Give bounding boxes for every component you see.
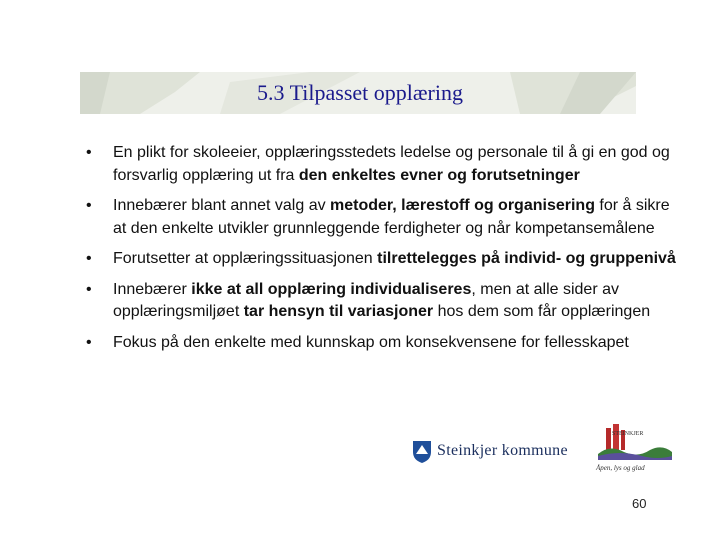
page-number: 60 (632, 496, 647, 511)
bullet-text: , men at alle sider av opplæringsmiljøet (113, 280, 619, 320)
crest-name: STEINKJER (612, 431, 644, 437)
bullet-text: Innebærer blant annet valg av (113, 197, 331, 214)
bullet-emphasis: tilrettelegges på individ- og gruppenivå (377, 250, 676, 267)
bullet-text: hos dem som får opplæringen (433, 303, 651, 320)
bullet-marker: • (86, 144, 92, 161)
bullet-list (84, 142, 684, 362)
steinkjer-logo-area (412, 420, 680, 482)
slide-title: 5.3 Tilpasset opplæring (257, 80, 463, 105)
bullet-emphasis: metoder, lærestoff og organisering (330, 197, 595, 214)
bullet-emphasis: den enkeltes evner og forutsetninger (298, 166, 580, 184)
bullet-marker: • (86, 197, 92, 214)
bullet-emphasis: ikke at all opplæring individualiseres (191, 280, 472, 298)
bullet-text: En plikt for skoleeier, opplæringsstedets ledelse og personale til å gi en god og forsvarlig opplæring ut fra (113, 144, 670, 184)
bullet-marker: • (86, 333, 92, 351)
bullet-emphasis: tar hensyn til variasjoner (243, 303, 434, 320)
crest-motto: Åpen, lys og glad (596, 464, 645, 472)
bullet-text: Fokus på den enkelte med kunnskap om konsekvensene for fellesskapet (113, 333, 629, 351)
bullet-item (84, 195, 684, 240)
bullet-item (84, 279, 684, 324)
bullet-text: for å sikre at den enkelte utvikler grunnleggende ferdigheter og når kompetansemålene (113, 197, 670, 237)
municipality-name: Steinkjer kommune (437, 442, 568, 459)
bullet-item (84, 332, 684, 355)
municipal-shield-icon (412, 440, 432, 464)
bullet-item (84, 248, 684, 271)
bullet-item (84, 142, 684, 187)
steinkjer-crest-icon (590, 420, 676, 482)
bullet-text: Innebærer (113, 280, 192, 298)
bullet-marker: • (86, 280, 92, 298)
bullet-marker: • (86, 250, 92, 267)
bullet-text: Forutsetter at opplæringssituasjonen (113, 250, 378, 267)
